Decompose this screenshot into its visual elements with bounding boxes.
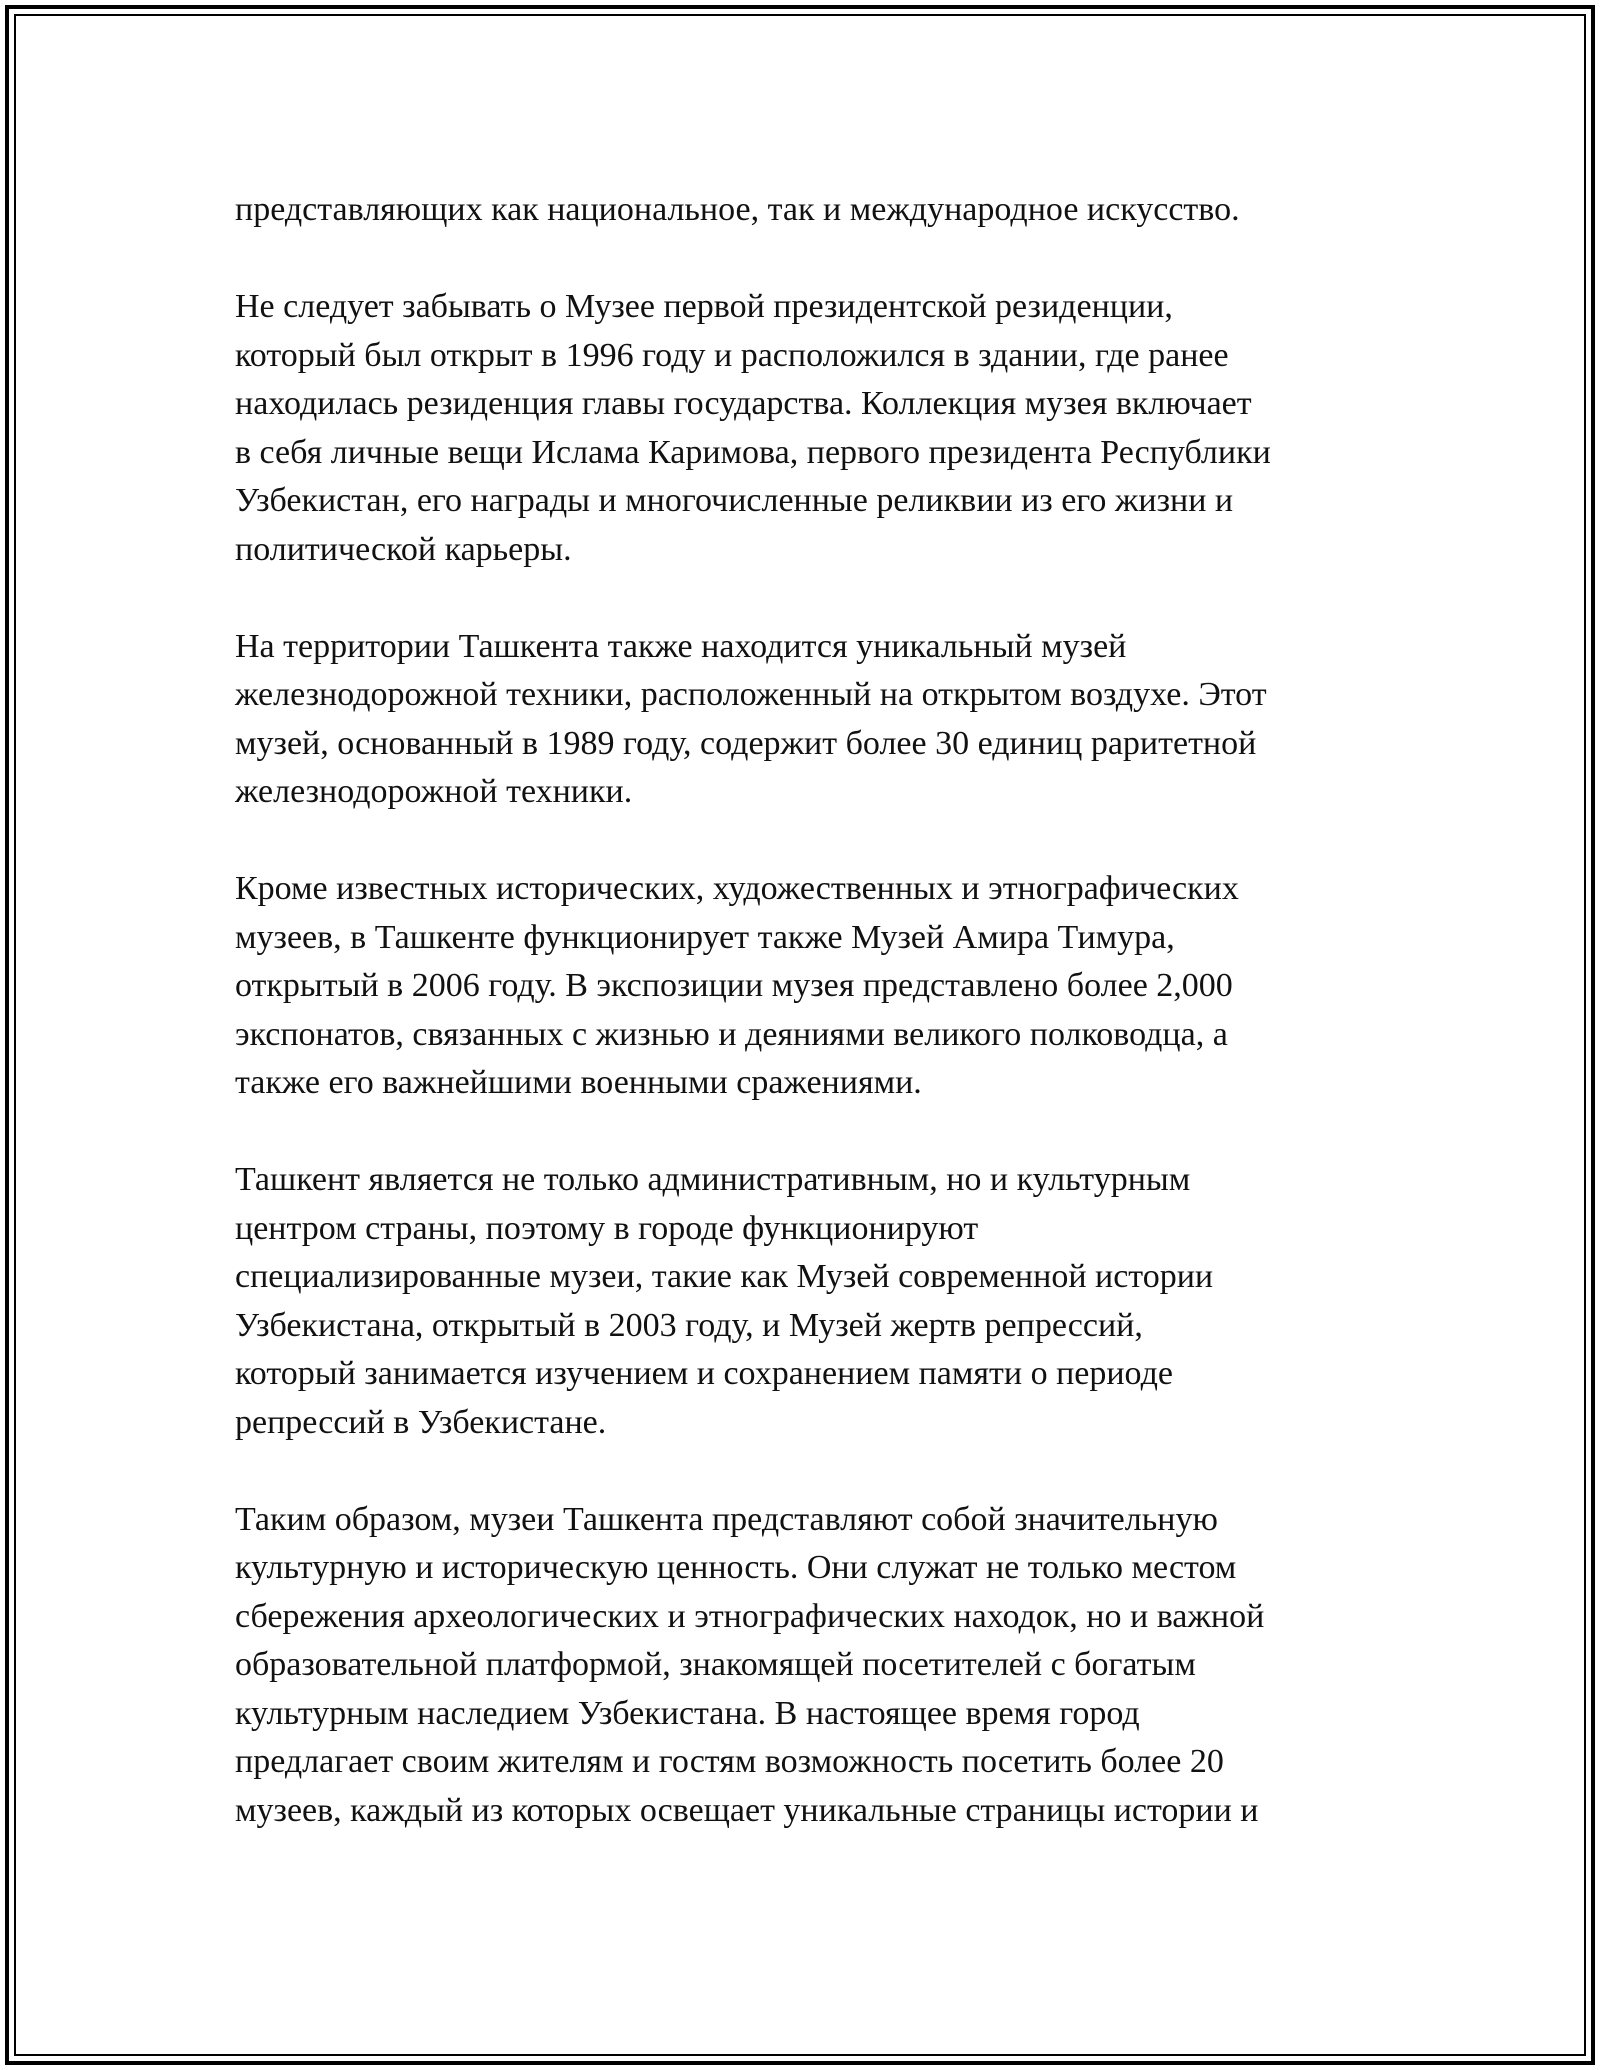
text-line: также его важнейшими военными сражениями.: [235, 1064, 922, 1101]
text-line: Не следует забывать о Музее первой президентской резиденции,: [235, 288, 1173, 325]
text-line: репрессий в Узбекистане.: [235, 1403, 607, 1441]
text-line: который занимается изучением и сохранением памяти о периоде: [235, 1355, 1173, 1392]
paragraph-spacer: [235, 817, 1365, 866]
paragraph-spacer: [235, 574, 1365, 623]
paragraph-3: [235, 623, 1365, 817]
text-line: экспонатов, связанных с жизнью и деяниями великого полководца, а: [235, 1015, 1228, 1053]
text-line: открытый в 2006 году. В экспозиции музея представлено более 2,000: [235, 967, 1233, 1004]
text-line: На территории Ташкента также находится уникальный музей: [235, 627, 1127, 665]
text-line: культурным наследием Узбекистана. В настоящее время город: [235, 1694, 1140, 1732]
text-line: Таким образом, музеи Ташкента представляют собой значительную: [235, 1500, 1218, 1538]
text-line: музеев, каждый из которых освещает уникальные страницы истории и: [235, 1791, 1259, 1829]
text-line: сбережения археологических и этнографических находок, но и важной: [235, 1597, 1265, 1635]
paragraph-4: [235, 865, 1365, 1108]
text-line: в себя личные вещи Ислама Каримова, первого президента Республики: [235, 433, 1271, 471]
paragraph-5: [235, 1156, 1365, 1447]
text-line: Узбекистан, его награды и многочисленные реликвии из его жизни и: [235, 482, 1234, 519]
text-line: Кроме известных исторических, художественных и этнографических: [235, 870, 1239, 907]
paragraph-spacer: [235, 1108, 1365, 1157]
text-line: музей, основанный в 1989 году, содержит более 30 единиц раритетной: [235, 724, 1257, 762]
paragraph-1: [235, 186, 1365, 235]
paragraph-spacer: [235, 1447, 1365, 1496]
text-line: Ташкент является не только административным, но и культурным: [235, 1161, 1191, 1198]
text-line: Узбекистана, открытый в 2003 году, и Музей жертв репрессий,: [235, 1306, 1143, 1344]
text-line: который был открыт в 1996 году и расположился в здании, где ранее: [235, 336, 1229, 374]
text-line: политической карьеры.: [235, 530, 572, 568]
paragraph-2: [235, 283, 1365, 574]
text-line: предлагает своим жителям и гостям возможность посетить более 20: [235, 1743, 1224, 1780]
text-line: культурную и историческую ценность. Они служат не только местом: [235, 1549, 1237, 1586]
document-body: [235, 186, 1365, 1835]
text-line: железнодорожной техники.: [235, 773, 633, 810]
text-line: железнодорожной техники, расположенный на открытом воздухе. Этот: [235, 676, 1267, 713]
text-line: находилась резиденция главы государства. Коллекция музея включает: [235, 385, 1252, 422]
text-line: представляющих как национальное, так и международное искусство.: [235, 191, 1240, 228]
paragraph-spacer: [235, 235, 1365, 284]
text-line: музеев, в Ташкенте функционирует также Музей Амира Тимура,: [235, 918, 1175, 956]
paragraph-6: [235, 1496, 1365, 1836]
text-line: центром страны, поэтому в городе функционируют: [235, 1209, 979, 1247]
text-line: специализированные музеи, такие как Музей современной истории: [235, 1258, 1214, 1295]
text-line: образовательной платформой, знакомящей посетителей с богатым: [235, 1646, 1196, 1683]
